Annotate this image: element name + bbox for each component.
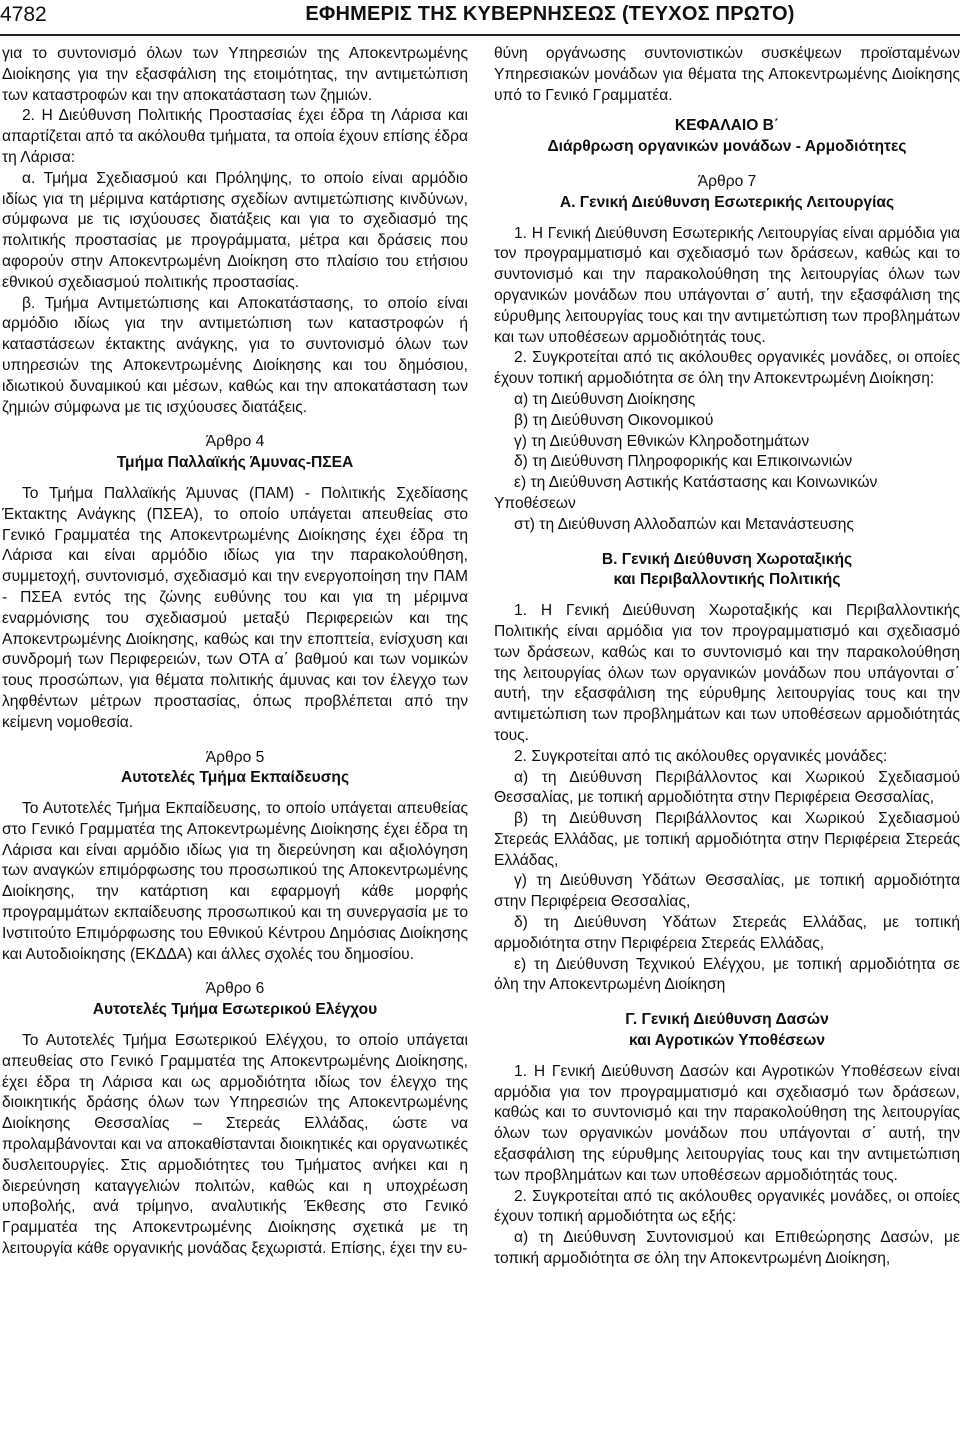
paragraph: για το συντονισμό όλων των Υπηρεσιών της Αποκεντρωμένης Διοίκησης για την εξασφάλιση της ετοιμότητας, την αντιμετώπιση των καταστροφών και την αποκατάσταση των ζημιών.	[2, 45, 468, 104]
list-item: α) τη Διεύθυνση Συντονισμού και Επιθεώρησης Δασών, με τοπική αρμοδιότητα σε όλη την Αποκεντρωμένη Διοίκηση,	[494, 1229, 960, 1268]
article-number: Άρθρο 5	[205, 748, 265, 766]
article-title: Αυτοτελές Τμήμα Εσωτερικού Ελέγχου	[92, 1001, 378, 1019]
section-title: και Αγροτικών Υποθέσεων	[628, 1032, 826, 1050]
list-item: γ) τη Διεύθυνση Υδάτων Θεσσαλίας, με τοπική αρμοδιότητα στην Περιφέρεια Θεσσαλίας,	[494, 872, 960, 911]
paragraph: 1. Η Γενική Διεύθυνση Δασών και Αγροτικών Υποθέσεων είναι αρμόδια για τον προγραμματισμό και σχεδιασμό των δράσεων, καθώς και το συντονισμό και την παρακολούθηση της λειτουργίας όλων των οργανικών μονάδων που υπάγονται σ΄ αυτή, την εξασφάλιση της εύρυθμης λειτουργίας τους και την αντιμετώπιση των προβλημάτων και των υποθέσεων αρμοδιότητάς τους.	[494, 1062, 960, 1184]
article-title: Αυτοτελές Τμήμα Εκπαίδευσης	[120, 769, 350, 787]
article-title: Τμήμα Παλλαϊκής Άμυνας-ΠΣΕΑ	[116, 454, 354, 472]
section-title: Α. Γενική Διεύθυνση Εσωτερικής Λειτουργίας	[559, 193, 895, 211]
chapter-title: Διάρθρωση οργανικών μονάδων - Αρμοδιότητες	[547, 138, 907, 156]
list-item: ε) τη Διεύθυνση Αστικής Κατάστασης και Κοινωνικών Υποθέσεων	[494, 474, 878, 512]
left-column	[2, 44, 468, 1260]
paragraph: 2. Συγκροτείται από τις ακόλουθες οργανικές μονάδες, οι οποίες έχουν τοπική αρμοδιότητα ως εξής:	[494, 1187, 960, 1226]
paragraph: 2. Συγκροτείται από τις ακόλουθες οργανικές μονάδες, οι οποίες έχουν τοπική αρμοδιότητα σε όλη την Αποκεντρωμένη Διοίκηση:	[494, 349, 960, 388]
list-item: α) τη Διεύθυνση Περιβάλλοντος και Χωρικού Σχεδιασμού Θεσσαλίας, με τοπική αρμοδιότητα στην Περιφέρεια Θεσσαλίας,	[494, 768, 960, 807]
section-title: Γ. Γενική Διεύθυνση Δασών	[625, 1011, 829, 1029]
paragraph: 2. Η Διεύθυνση Πολιτικής Προστασίας έχει έδρα τη Λάρισα και απαρτίζεται από τα ακόλουθα τμήματα, τα οποία έχουν επίσης έδρα τη Λάρισα:	[2, 107, 468, 166]
list-item: ε) τη Διεύθυνση Τεχνικού Ελέγχου, με τοπική αρμοδιότητα σε όλη την Αποκεντρωμένη Διοίκηση	[494, 955, 960, 994]
page-number: 4782	[0, 3, 47, 26]
list-item: α) τη Διεύθυνση Διοίκησης	[514, 390, 696, 408]
section-title: Β. Γενική Διεύθυνση Χωροταξικής	[601, 550, 853, 568]
paragraph: Το Αυτοτελές Τμήμα Εκπαίδευσης, το οποίο υπάγεται απευθείας στο Γενικό Γραμματέα της Αποκεντρωμένης Διοίκησης έχει έδρα τη Λάρισα και είναι αρμόδιο ιδίως για τη διερεύνηση και αξιολόγηση των αναγκών επιμόρφωσης του προσωπικού της Αποκεντρωμένης Διοίκησης, την κατάρτιση και εφαρμογή κάθε μορφής προγραμμάτων εκπαίδευσης προσωπικού και τη συνεργασία με το Ινστιτούτο Επιμόρφωσης του Εθνικού Κέντρου Δημόσιας Διοίκησης και Αυτοδιοίκησης (ΕΚΔΔΑ) και άλλες σχολές του δημοσίου.	[2, 800, 468, 963]
page-header	[0, 0, 960, 38]
paragraph: 1. Η Γενική Διεύθυνση Χωροταξικής και Περιβαλλοντικής Πολιτικής είναι αρμόδια για τον προγραμματισμό και σχεδιασμό των δράσεων, καθώς και το συντονισμό και την παρακολούθηση της λειτουργίας όλων των οργανικών μονάδων που υπάγονται σ΄ αυτή, την εξασφάλιση της εύρυθμης λειτουργίας τους και την αντιμετώπιση των προβλημάτων και των υποθέσεων αρμοδιότητάς τους.	[494, 602, 960, 744]
list-item: στ) τη Διεύθυνση Αλλοδαπών και Μετανάστευσης	[514, 515, 854, 533]
paragraph: α. Τμήμα Σχεδιασμού και Πρόληψης, το οποίο είναι αρμόδιο ιδίως για τη μέριμνα κατάρτισης σχεδίων αντιμετώπισης κινδύνων, σύμφωνα με τις ισχύουσες διατάξεις και για το σχεδιασμό της πολιτικής προστασίας με προγράμματα, μέτρα και δράσεις που αφορούν στην Αποκεντρωμένη Διοίκηση στο πλαίσιο του ετήσιου εθνικού σχεδιασμού πολιτικής προστασίας.	[2, 169, 468, 291]
paragraph: θύνη οργάνωσης συντονιστικών συσκέψεων προϊσταμένων Υπηρεσιακών μονάδων για θέματα της Αποκεντρωμένης Διοίκησης υπό το Γενικό Γραμματέα.	[494, 45, 960, 104]
list-item: γ) τη Διεύθυνση Εθνικών Κληροδοτημάτων	[514, 432, 810, 450]
article-number: Άρθρο 6	[205, 980, 265, 998]
list-item: β) τη Διεύθυνση Περιβάλλοντος και Χωρικού Σχεδιασμού Στερεάς Ελλάδας, με τοπική αρμοδιότητα στην Περιφέρεια Στερεάς Ελλάδας,	[494, 810, 960, 869]
paragraph: β. Τμήμα Αντιμετώπισης και Αποκατάστασης, το οποίο είναι αρμόδιο ιδίως για την αντιμετώπιση των καταστροφών ή καταστάσεων έκτακτης ανάγκης, για το συντονισμό όλων των υπηρεσιών της Αποκεντρωμένης Διοίκησης και του δημόσιου, ιδιωτικού δυναμικού και μέσων, καθώς και την αποκατάσταση των ζημιών σύμφωνα με τις ισχύουσες διατάξεις.	[2, 294, 468, 416]
paragraph: Το Αυτοτελές Τμήμα Εσωτερικού Ελέγχου, το οποίο υπάγεται απευθείας στο Γενικό Γραμματέα της Αποκεντρωμένης Διοίκησης, έχει έδρα τη Λάρισα και ως αρμοδιότητα ιδίως τον έλεγχο της διοικητικής δράσης όλων των Υπηρεσιών της Αποκεντρωμένης Διοίκησης Θεσσαλίας – Στερεάς Ελλάδας, ώστε να προλαμβάνονται και να αποκαθίστανται διοικητικές και οργανωτικές δυσλειτουργίες. Στις αρμοδιότητες του Τμήματος ανήκει και η διερεύνηση καταγγελιών πολιτών, καθώς και η υποχρέωση υποβολής, ανά τρίμηνο, αναλυτικής Έκθεσης στο Γενικό Γραμματέα της Αποκεντρωμένης Διοίκησης σχετικά με τη λειτουργία κάθε οργανικής μονάδας ξεχωριστά. Επίσης, έχει την ευ-	[2, 1032, 468, 1258]
gazette-title: ΕΦΗΜΕΡΙΣ ΤΗΣ ΚΥΒΕΡΝΗΣΕΩΣ (ΤΕΥΧΟΣ ΠΡΩΤΟ)	[305, 3, 795, 25]
section-title: και Περιβαλλοντικής Πολιτικής	[613, 571, 841, 589]
paragraph: 2. Συγκροτείται από τις ακόλουθες οργανικές μονάδες:	[514, 747, 888, 765]
list-item: β) τη Διεύθυνση Οικονομικού	[514, 411, 714, 429]
article-number: Άρθρο 4	[205, 433, 265, 451]
paragraph: 1. Η Γενική Διεύθυνση Εσωτερικής Λειτουργίας είναι αρμόδια για τον προγραμματισμό και σχεδιασμό των δράσεων, καθώς και το συντονισμό και την παρακολούθηση της λειτουργίας όλων των οργανικών μονάδων που υπάγονται σ΄ αυτή, την εξασφάλιση της εύρυθμης λειτουργίας τους και την αντιμετώπιση των προβλημάτων και των υποθέσεων αρμοδιότητάς τους.	[494, 224, 960, 346]
right-column	[494, 44, 960, 1270]
article-number: Άρθρο 7	[697, 172, 757, 190]
list-item: δ) τη Διεύθυνση Υδάτων Στερεάς Ελλάδας, με τοπική αρμοδιότητα στην Περιφέρεια Στερεάς Ελλάδας,	[494, 914, 960, 952]
header-rule	[0, 34, 960, 36]
paragraph: Το Τμήμα Παλλαϊκής Άμυνας (ΠΑΜ) - Πολιτικής Σχεδίασης Έκτακτης Ανάγκης (ΠΣΕΑ), το οποίο υπάγεται απευθείας στο Γενικό Γραμματέα της Αποκεντρωμένης Διοίκησης έχει έδρα τη Λάρισα και είναι αρμόδιο ιδίως για την παρακολούθηση, συμμετοχή, συντονισμό, σχεδιασμό και την ενεργοποίηση την ΠΑΜ - ΠΣΕΑ εντός της ζώνης ευθύνης του και για τη μέριμνα εναρμόνισης του σχεδιασμού μεταξύ Περιφερειών και της Αποκεντρωμένης Διοίκησης, καθώς και την εποπτεία, ενίσχυση και συνδρομή των Περιφερειών, των ΟΤΑ α΄ βαθμού και των νομικών τους προσώπων, για θέματα πολιτικής άμυνας και τον έλεγχο των ληφθέντων μέτρων προστασίας, όπως προβλέπεται από την κείμενη νομοθεσία.	[2, 484, 468, 731]
chapter-number: ΚΕΦΑΛΑΙΟ Β΄	[674, 117, 780, 135]
list-item: δ) τη Διεύθυνση Πληροφορικής και Επικοινωνιών	[514, 453, 853, 471]
